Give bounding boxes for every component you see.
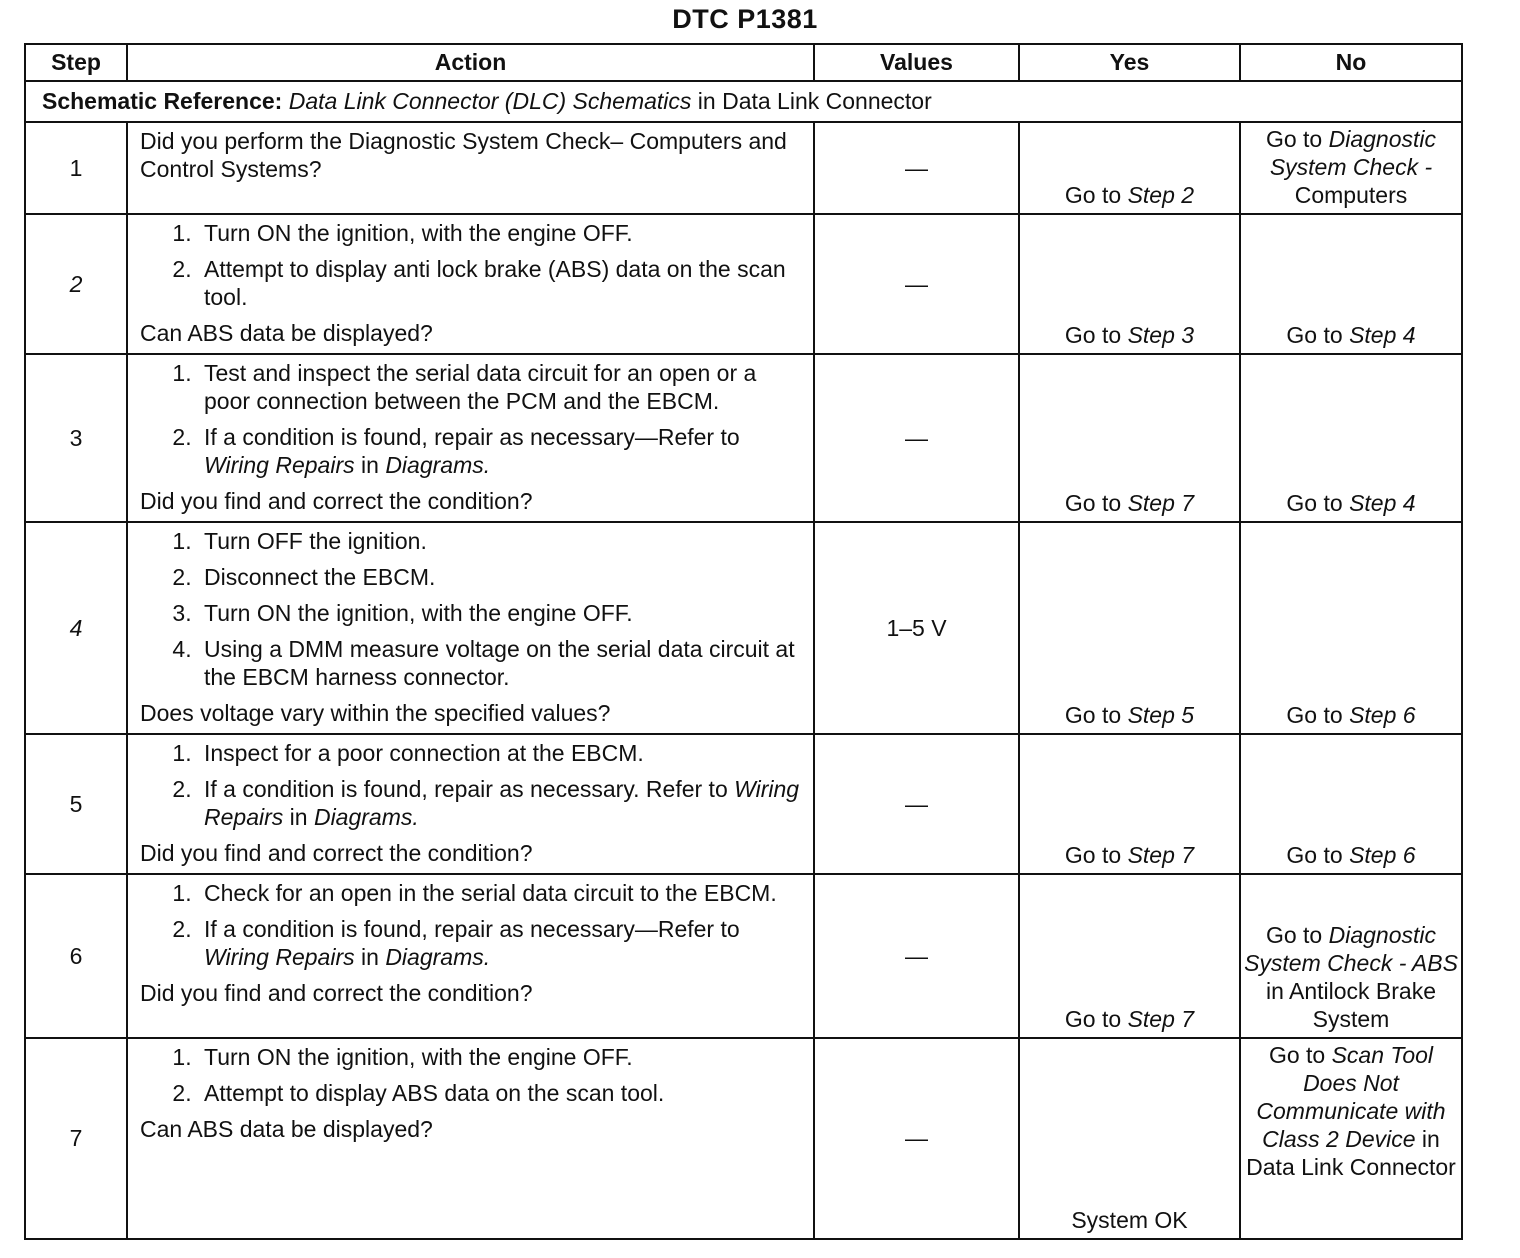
value-cell: —	[814, 1038, 1019, 1239]
step-number: 5	[25, 734, 127, 874]
action-item: 1. Test and inspect the serial data circuit for an open or a poor connection between the PCM and the EBCM.	[198, 359, 801, 415]
value-cell: 1–5 V	[814, 522, 1019, 734]
action-item: 2. Attempt to display anti lock brake (ABS) data on the scan tool.	[198, 255, 801, 311]
step-number: 3	[25, 354, 127, 522]
value-cell: —	[814, 354, 1019, 522]
no-ref: Step 4	[1349, 490, 1416, 516]
no-prefix: Go to	[1286, 702, 1350, 728]
action-question: Did you find and correct the condition?	[140, 840, 533, 866]
diagnostic-table	[24, 43, 1463, 1240]
schematic-ref: Data Link Connector (DLC) Schematics	[288, 88, 692, 114]
yes-ref: Step 7	[1127, 1006, 1195, 1032]
action-item: 1. Inspect for a poor connection at the EBCM.	[198, 739, 801, 767]
action-item	[198, 423, 801, 479]
action-item: 3. Turn ON the ignition, with the engine OFF.	[198, 599, 801, 627]
no-ref: Diagnostic System Check -	[1269, 126, 1437, 180]
table-row	[25, 522, 1462, 734]
step-number: 7	[25, 1038, 127, 1239]
diagrams-ref: Diagrams.	[385, 452, 491, 478]
value-cell: —	[814, 734, 1019, 874]
action-question: Did you perform the Diagnostic System Check– Computers and Control Systems?	[140, 128, 787, 182]
action-cell	[127, 122, 814, 214]
no-ref: Step 6	[1349, 702, 1416, 728]
no-suffix: in Data Link Connector	[1246, 1126, 1456, 1180]
action-text: If a condition is found, repair as necessary—Refer to	[204, 424, 740, 450]
table-row	[25, 874, 1462, 1038]
diagrams-ref: Diagrams.	[313, 804, 419, 830]
no-cell	[1240, 122, 1462, 214]
action-question: Does voltage vary within the specified values?	[140, 700, 611, 726]
action-list	[140, 739, 801, 831]
wiring-repairs-ref: Wiring Repairs	[204, 452, 355, 478]
action-question: Did you find and correct the condition?	[140, 488, 533, 514]
table-row	[25, 734, 1462, 874]
yes-cell	[1019, 874, 1240, 1038]
value-cell: —	[814, 214, 1019, 354]
action-item: 2. Disconnect the EBCM.	[198, 563, 801, 591]
schematic-suffix: in Data Link Connector	[691, 88, 932, 114]
no-cell	[1240, 522, 1462, 734]
wiring-repairs-ref: Wiring Repairs	[204, 776, 800, 830]
header-action: Action	[127, 44, 814, 81]
action-text: in	[354, 452, 386, 478]
yes-prefix: Go to	[1064, 490, 1128, 516]
schematic-label: Schematic Reference:	[42, 88, 283, 114]
action-cell	[127, 522, 814, 734]
header-row	[25, 44, 1462, 81]
table-row	[25, 122, 1462, 214]
action-list	[140, 879, 801, 971]
action-list	[140, 527, 801, 691]
step-number: 4	[25, 522, 127, 734]
value-cell: —	[814, 874, 1019, 1038]
no-cell	[1240, 1038, 1462, 1239]
action-question: Did you find and correct the condition?	[140, 980, 533, 1006]
schematic-reference	[25, 81, 1462, 122]
no-prefix: Go to	[1265, 126, 1329, 152]
yes-cell	[1019, 214, 1240, 354]
action-item: 2. Attempt to display ABS data on the scan tool.	[198, 1079, 801, 1107]
action-list	[140, 1043, 801, 1107]
no-prefix: Go to	[1286, 322, 1350, 348]
no-cell	[1240, 214, 1462, 354]
action-cell	[127, 1038, 814, 1239]
action-cell	[127, 734, 814, 874]
action-question: Can ABS data be displayed?	[140, 1116, 433, 1142]
no-prefix: Go to	[1286, 842, 1350, 868]
header-no: No	[1240, 44, 1462, 81]
yes-cell	[1019, 122, 1240, 214]
no-ref: Step 4	[1349, 322, 1416, 348]
yes-ref: Step 2	[1127, 182, 1195, 208]
yes-cell: System OK	[1019, 1038, 1240, 1239]
action-list	[140, 359, 801, 479]
yes-cell	[1019, 354, 1240, 522]
no-suffix: Computers	[1294, 182, 1408, 208]
action-text: in	[354, 944, 386, 970]
header-values: Values	[814, 44, 1019, 81]
step-number: 6	[25, 874, 127, 1038]
action-item: 1. Turn OFF the ignition.	[198, 527, 801, 555]
action-text: If a condition is found, repair as necessary. Refer to	[204, 776, 735, 802]
table-row	[25, 1038, 1462, 1239]
step-number: 1	[25, 122, 127, 214]
yes-prefix: Go to	[1064, 702, 1128, 728]
no-cell	[1240, 734, 1462, 874]
yes-cell	[1019, 522, 1240, 734]
no-ref: Step 6	[1349, 842, 1416, 868]
yes-prefix: Go to	[1064, 1006, 1128, 1032]
yes-ref: Step 7	[1127, 842, 1195, 868]
action-item: 1. Turn ON the ignition, with the engine OFF.	[198, 1043, 801, 1071]
action-list	[140, 219, 801, 311]
yes-ref: Step 7	[1127, 490, 1195, 516]
no-prefix: Go to	[1286, 490, 1350, 516]
action-cell	[127, 874, 814, 1038]
header-step: Step	[25, 44, 127, 81]
action-cell	[127, 214, 814, 354]
action-item: 4. Using a DMM measure voltage on the serial data circuit at the EBCM harness connector.	[198, 635, 801, 691]
action-text: If a condition is found, repair as necessary—Refer to	[204, 916, 740, 942]
table-row	[25, 354, 1462, 522]
no-prefix: Go to	[1265, 922, 1329, 948]
action-cell	[127, 354, 814, 522]
action-text: in	[283, 804, 314, 830]
yes-prefix: Go to	[1064, 842, 1128, 868]
yes-ref: Step 5	[1127, 702, 1195, 728]
yes-prefix: Go to	[1064, 322, 1128, 348]
action-item	[198, 775, 801, 831]
yes-cell	[1019, 734, 1240, 874]
no-suffix: in Antilock Brake System	[1265, 978, 1437, 1032]
no-cell	[1240, 354, 1462, 522]
yes-prefix: Go to	[1064, 182, 1128, 208]
header-yes: Yes	[1019, 44, 1240, 81]
table-row	[25, 214, 1462, 354]
no-ref: Scan Tool Does Not Communicate with Class 2 Device	[1256, 1042, 1446, 1152]
no-prefix: Go to	[1268, 1042, 1332, 1068]
action-item: 1. Check for an open in the serial data circuit to the EBCM.	[198, 879, 801, 907]
diagrams-ref: Diagrams.	[385, 944, 491, 970]
action-item: 1. Turn ON the ignition, with the engine OFF.	[198, 219, 801, 247]
page-title: DTC P1381	[672, 4, 818, 34]
action-item	[198, 915, 801, 971]
wiring-repairs-ref: Wiring Repairs	[204, 944, 355, 970]
value-cell: —	[814, 122, 1019, 214]
action-question: Can ABS data be displayed?	[140, 320, 433, 346]
schematic-row	[25, 81, 1462, 122]
no-ref: Diagnostic System Check - ABS	[1244, 922, 1458, 976]
yes-ref: Step 3	[1127, 322, 1195, 348]
step-number: 2	[25, 214, 127, 354]
no-cell	[1240, 874, 1462, 1038]
